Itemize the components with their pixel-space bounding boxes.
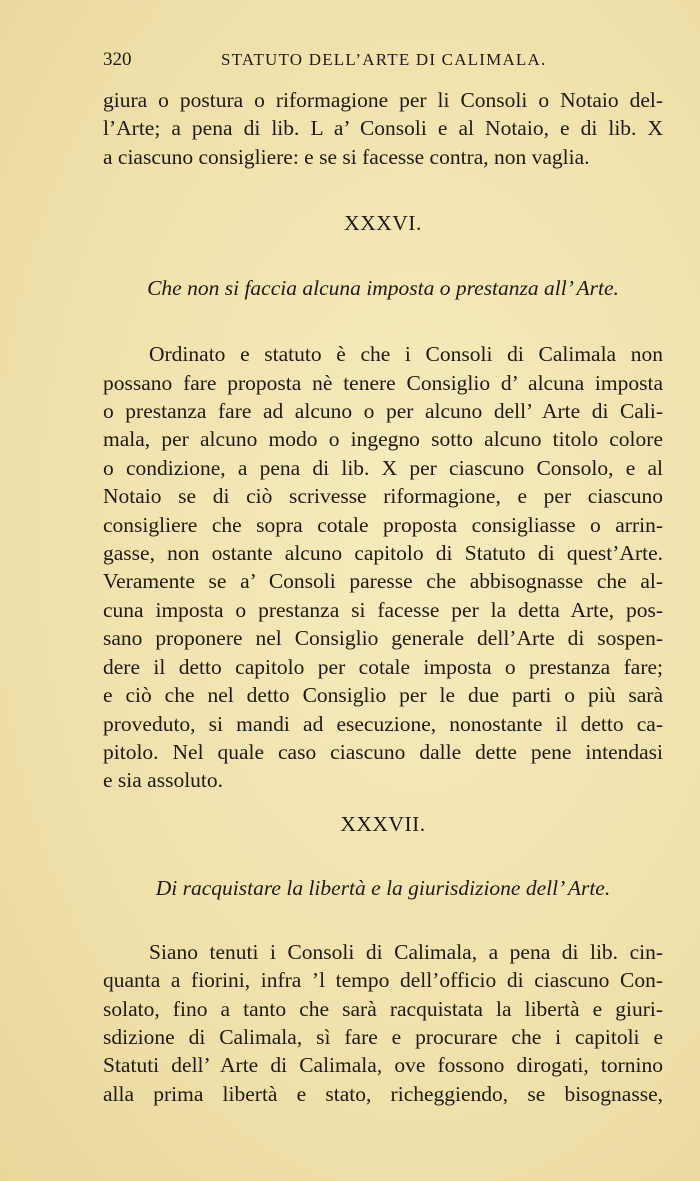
continuation-paragraph: [103, 86, 663, 171]
text-line: mala, per alcuno modo o ingegno sotto alcuno titolo colore: [103, 427, 663, 452]
chapter-rubric-36: Che non si faccia alcuna imposta o prestanza all’ Arte.: [147, 276, 619, 301]
text-line: giura o postura o riformagione per li Consoli o Notaio del-: [103, 88, 663, 112]
running-title: STATUTO DELL’ARTE DI CALIMALA.: [221, 50, 547, 69]
chapter-heading-36: XXXVI.: [344, 211, 422, 236]
text-line: alla prima libertà e stato, richeggiendo, se bisognasse,: [103, 1081, 663, 1106]
chapter-rubric-37: Di racquistare la libertà e la giurisdizione dell’ Arte.: [155, 875, 611, 900]
chapter-37-paragraph: [103, 938, 663, 1108]
text-line: pitolo. Nel quale caso ciascuno dalle dette pene intendasi: [103, 739, 663, 764]
text-line: solato, fino a tanto che sarà racquistata la libertà e giuri-: [103, 996, 663, 1021]
text-line: e ciò che nel detto Consiglio per le due parti o più sarà: [103, 683, 663, 708]
page-number: 320: [103, 49, 132, 70]
running-head: [103, 40, 663, 80]
text-line: Ordinato e statuto è che i Consoli di Calimala non: [149, 342, 663, 367]
book-page: [103, 40, 663, 1108]
text-line: l’Arte; a pena di lib. L a’ Consoli e al Notaio, e di lib. X: [103, 116, 663, 141]
text-line: Statuti dell’ Arte di Calimala, ove fossono dirogati, tornino: [103, 1053, 663, 1078]
chapter-heading-37: XXXVII.: [340, 811, 426, 836]
text-line: o prestanza fare ad alcuno o per alcuno dell’ Arte di Cali-: [103, 399, 663, 424]
text-line: sdizione di Calimala, sì fare e procurare che i capitoli e: [103, 1024, 663, 1049]
text-line: quanta a fiorini, infra ’l tempo dell’officio di ciascuno Con-: [103, 968, 663, 993]
text-line: gasse, non ostante alcuno capitolo di Statuto di quest’Arte.: [103, 541, 663, 566]
chapter-36-paragraph: [103, 340, 663, 795]
text-line: o condizione, a pena di lib. X per ciascuno Consolo, e al: [103, 455, 663, 480]
text-line: Siano tenuti i Consoli di Calimala, a pena di lib. cin-: [149, 939, 663, 964]
text-line: possano fare proposta nè tenere Consiglio d’ alcuna imposta: [103, 370, 663, 395]
text-line: sano proponere nel Consiglio generale dell’Arte di sospen-: [103, 626, 663, 651]
text-line: cuna imposta o prestanza si facesse per la detta Arte, pos-: [103, 597, 663, 622]
text-line: Veramente se a’ Consoli paresse che abbisognasse che al-: [103, 569, 663, 594]
text-line: a ciascuno consigliere: e se si facesse contra, non vaglia.: [103, 144, 590, 169]
text-line: Notaio se di ciò scrivesse riformagione, e per ciascuno: [103, 484, 663, 509]
text-line: e sia assoluto.: [103, 768, 224, 793]
text-line: proveduto, si mandi ad esecuzione, nonostante il detto ca-: [103, 711, 663, 736]
text-line: dere il detto capitolo per cotale imposta o prestanza fare;: [103, 654, 663, 679]
text-line: consigliere che sopra cotale proposta consigliasse o arrin-: [103, 512, 663, 537]
